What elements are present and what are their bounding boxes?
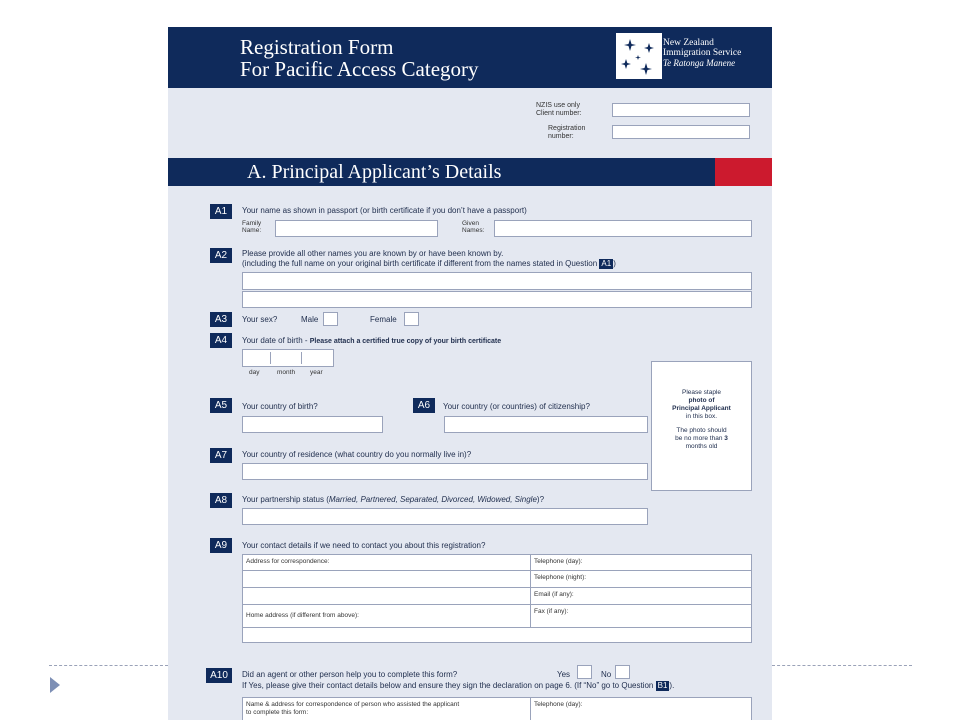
given-label-1: Given (462, 220, 479, 227)
contact-table-divider (530, 555, 531, 627)
photo-box[interactable] (651, 361, 752, 491)
telephone-day-label: Telephone (day): (534, 558, 583, 565)
nzis-label-1: NZIS use only (536, 102, 580, 109)
a8-text-post: )? (536, 495, 545, 504)
contact-table-row-line (243, 570, 751, 571)
question-a1-text: Your name as shown in passport (or birth certificate if you don’t have a passport) (242, 206, 527, 215)
given-label-2: Names: (462, 227, 485, 234)
contact-table-row-line (243, 627, 751, 628)
photo-text-6 (652, 435, 751, 443)
a2-close-text: ) (613, 259, 616, 268)
male-checkbox[interactable] (323, 312, 338, 326)
dob-divider-2 (301, 352, 302, 364)
nzis-label-2: Client number: (536, 110, 582, 117)
agent-label-2: to complete this form: (246, 709, 309, 716)
question-a10-text: Did an agent or other person help you to complete this form? (242, 670, 458, 679)
org-line3: Te Ratonga Manene (663, 58, 736, 68)
question-label-a2: A2 (210, 248, 232, 263)
female-label: Female (370, 315, 397, 324)
client-number-field[interactable] (612, 103, 750, 117)
org-line1: New Zealand (663, 38, 714, 48)
dob-divider-1 (270, 352, 271, 364)
question-a8-text (242, 495, 544, 505)
registration-number-field[interactable] (612, 125, 750, 139)
form-title (240, 36, 479, 80)
agent-details-table[interactable] (242, 697, 752, 720)
question-label-a3: A3 (210, 312, 232, 327)
family-name-field[interactable] (275, 220, 438, 237)
dob-month-label: month (277, 369, 296, 376)
a2-line2-text: (including the full name on your original birth certificate if different from the names stated in Question (242, 259, 598, 268)
other-names-field-2[interactable] (242, 291, 752, 308)
photo-text-7: months old (685, 443, 718, 450)
section-red-accent (715, 158, 772, 186)
question-a2-text: Please provide all other names you are known by or have been known by. (242, 249, 504, 258)
yes-label: Yes (557, 670, 571, 679)
no-label: No (601, 670, 612, 679)
question-a4-text (242, 336, 501, 347)
question-a5-text: Your country of birth? (242, 402, 318, 411)
question-label-a5: A5 (210, 398, 232, 413)
a2-ref-label: A1 (601, 259, 612, 268)
country-of-citizenship-field[interactable] (444, 416, 648, 433)
address-correspondence-label: Address for correspondence: (246, 558, 330, 565)
section-a-header (168, 158, 772, 186)
a10-close-text: ). (669, 681, 675, 690)
registration-number-label (548, 125, 585, 141)
family-label-1: Family (242, 220, 262, 227)
agent-label-1: Name & address for correspondence of person who assisted the applicant (246, 701, 460, 708)
a4-note: Please attach a certified true copy of your birth certificate (309, 338, 502, 345)
photo-text-1: Please staple (681, 389, 722, 396)
nzis-label-3: Registration (548, 125, 586, 132)
date-of-birth-field[interactable] (242, 349, 334, 367)
a8-options: Married, Partnered, Separated, Divorced, Widowed, Single (328, 495, 537, 504)
form-header (168, 27, 772, 88)
telephone-night-label: Telephone (night): (534, 574, 587, 581)
agent-table-divider (530, 698, 531, 720)
photo-text-6b: 3 (724, 435, 728, 442)
question-label-a1: A1 (210, 204, 232, 219)
family-name-label (242, 220, 261, 234)
org-name (663, 38, 741, 68)
other-names-field-1[interactable] (242, 272, 752, 290)
photo-text-3: Principal Applicant (672, 405, 731, 412)
question-a10-line2 (242, 681, 674, 691)
slide-divider-right (772, 665, 912, 666)
contact-details-table[interactable] (242, 554, 752, 643)
photo-text-5: The photo should (676, 427, 727, 434)
photo-text-4: in this box. (685, 413, 718, 420)
a10-line2-text: If Yes, please give their contact details below and ensure they sign the declaration on page 6. (If “No” go to Question (242, 681, 654, 690)
question-a3-text: Your sex? (242, 315, 278, 324)
fax-label: Fax (if any): (534, 608, 569, 615)
nzis-logo (616, 33, 761, 81)
nzis-label-4: number: (548, 133, 574, 140)
country-of-birth-field[interactable] (242, 416, 383, 433)
registration-form-page (168, 27, 772, 720)
question-a7-text: Your country of residence (what country do you normally live in)? (242, 450, 472, 459)
question-label-a7: A7 (210, 448, 232, 463)
question-label-a8: A8 (210, 493, 232, 508)
female-checkbox[interactable] (404, 312, 419, 326)
a10-ref-label: B1 (657, 681, 668, 690)
family-label-2: Name: (242, 227, 262, 234)
male-label: Male (301, 315, 319, 324)
given-names-field[interactable] (494, 220, 752, 237)
contact-table-row-line (243, 604, 751, 605)
agent-telephone-day-label: Telephone (day): (534, 701, 583, 708)
question-a6-text: Your country (or countries) of citizenship? (443, 402, 590, 411)
partnership-status-field[interactable] (242, 508, 648, 525)
org-line2: Immigration Service (663, 48, 742, 58)
question-label-a6: A6 (413, 398, 435, 413)
no-checkbox[interactable] (615, 665, 630, 679)
nzis-use-only-label (536, 102, 582, 118)
photo-text-6a: be no more than (675, 435, 723, 442)
question-label-a10: A10 (206, 668, 232, 683)
contact-table-row-line (243, 587, 751, 588)
section-title: A. Principal Applicant’s Details (247, 161, 502, 183)
a8-text-pre: Your partnership status ( (242, 495, 329, 504)
southern-cross-stars-icon (616, 33, 662, 79)
yes-checkbox[interactable] (577, 665, 592, 679)
photo-text-2: photo of (688, 397, 715, 404)
question-a9-text: Your contact details if we need to contact you about this registration? (242, 541, 486, 550)
email-label: Email (if any): (534, 591, 574, 598)
dob-year-label: year (310, 369, 323, 376)
slide-bullet-arrow-icon (50, 677, 60, 693)
agent-name-label (246, 701, 459, 717)
question-label-a4: A4 (210, 333, 232, 348)
a4-text: Your date of birth - (242, 336, 310, 345)
question-label-a9: A9 (210, 538, 232, 553)
form-title-line1: Registration Form (240, 35, 394, 59)
country-of-residence-field[interactable] (242, 463, 648, 480)
dob-day-label: day (249, 369, 260, 376)
form-title-line2: For Pacific Access Category (240, 57, 479, 81)
home-address-label: Home address (if different from above): (246, 612, 359, 619)
slide-divider-left (49, 665, 168, 666)
given-names-label (462, 220, 484, 234)
question-a2-text-line2 (242, 259, 616, 269)
